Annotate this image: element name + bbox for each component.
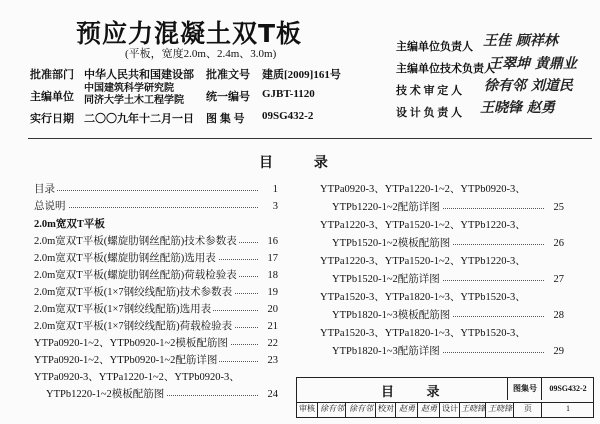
toc-item[interactable]: 2.0m宽双T平板(螺旋肋钢丝配筋)荷载检验表 18 [34, 270, 278, 281]
editor-value-1: 中国建筑科学研究院 [84, 83, 174, 94]
toc-title: 目 录 [259, 155, 346, 171]
toc-item[interactable]: YTPb1220-1~2配筋详图 25 [332, 202, 564, 213]
toc-left-column [34, 183, 278, 403]
toc-item[interactable]: YTPb1820-1~3配筋详图 29 [332, 346, 564, 357]
toc-item[interactable]: YTPa1520-3、YTPa1820-1~3、YTPb1520-3、 [320, 292, 526, 303]
impl-date-value: 二〇〇九年十二月一日 [84, 113, 194, 125]
toc-item[interactable]: YTPa0920-3、YTPa1220-1~2、YTPb0920-3、 [34, 372, 240, 383]
review-label: 审核 [297, 402, 317, 417]
atlas-no-label-cell: 图集号 [507, 378, 542, 400]
toc-item[interactable]: YTPa1220-3、YTPa1520-1~2、YTPb1220-3、 [320, 220, 526, 231]
page-title: 预应力混凝土双T板 [76, 19, 303, 48]
toc-item[interactable]: YTPb1220-1~2模板配筋图 24 [46, 389, 278, 400]
check-signature-2: 赵勇 [417, 402, 440, 417]
review-signature-2: 徐有邻 [345, 402, 376, 417]
toc-item[interactable]: 2.0m宽双T平板(螺旋肋钢丝配筋)技术参数表 16 [34, 236, 278, 247]
editor-label: 主编单位 [30, 91, 74, 103]
approval-doc-label: 批准文号 [206, 69, 250, 81]
design-signature-2: 王晓锋 [485, 402, 514, 417]
design-label: 设计 [439, 402, 460, 417]
impl-date-label: 实行日期 [30, 113, 74, 125]
toc-item[interactable]: YTPb1520-1~2模板配筋图 26 [332, 238, 564, 249]
toc-item[interactable]: 总说明 3 [34, 201, 278, 212]
toc-item[interactable]: 目录 1 [34, 184, 278, 195]
toc-item[interactable]: YTPa1520-3、YTPa1820-1~3、YTPb1520-3、 [320, 328, 526, 339]
header-divider [28, 138, 592, 139]
resp-label-3: 技 术 审 定 人 [396, 85, 462, 97]
approval-dept-label: 批准部门 [30, 69, 74, 81]
toc-item[interactable]: YTPa0920-1~2、YTPb0920-1~2模板配筋图 22 [34, 338, 278, 349]
check-signature: 赵勇 [395, 402, 418, 417]
toc-right-column [320, 183, 564, 357]
atlas-no-label: 图 集 号 [206, 113, 245, 125]
page-label: 页 [513, 402, 542, 417]
resp-label-1: 主编单位负责人 [396, 41, 473, 53]
signature-4: 王晓锋 赵勇 [480, 100, 555, 116]
atlas-no-value-cell: 09SG432-2 [541, 378, 594, 400]
page-value: 1 [541, 402, 594, 417]
title-block-title: 目 录 [381, 385, 454, 400]
atlas-no-value: 09SG432-2 [262, 110, 314, 122]
resp-label-2: 主编单位技术负责人 [396, 63, 495, 75]
toc-item[interactable]: 2.0m宽双T平板(1×7钢绞线配筋)选用表 20 [34, 304, 278, 315]
signature-2: 王翠坤 黄鼎业 [488, 56, 577, 72]
design-signature: 王晓锋 [459, 402, 486, 417]
toc-item[interactable]: 2.0m宽双T平板(1×7钢绞线配筋)技术参数表 19 [34, 287, 278, 298]
resp-label-4: 设 计 负 责 人 [396, 107, 462, 119]
unified-no-label: 统一编号 [206, 91, 250, 103]
toc-item[interactable]: 2.0m宽双T平板(螺旋肋钢丝配筋)选用表 17 [34, 253, 278, 264]
toc-item[interactable]: 2.0m宽双T平板(1×7钢绞线配筋)荷载检验表 21 [34, 321, 278, 332]
toc-item[interactable]: YTPb1820-1~3模板配筋图 28 [332, 310, 564, 321]
check-label: 校对 [375, 402, 396, 417]
approval-dept-value: 中华人民共和国建设部 [84, 69, 194, 81]
editor-value-2: 同济大学土木工程学院 [84, 95, 184, 106]
signature-3: 徐有邻 刘道民 [484, 78, 573, 94]
toc-item[interactable]: YTPa0920-3、YTPa1220-1~2、YTPb0920-3、 [320, 184, 526, 195]
toc-item[interactable]: YTPa0920-1~2、YTPb0920-1~2配筋详图 23 [34, 355, 278, 366]
review-signature: 徐有邻 [317, 402, 346, 417]
toc-item[interactable]: YTPb1520-1~2配筋详图 27 [332, 274, 564, 285]
title-block [296, 377, 594, 418]
toc-item[interactable]: YTPa1220-3、YTPa1520-1~2、YTPb1220-3、 [320, 256, 526, 267]
unified-no-value: GJBT-1120 [262, 88, 315, 100]
approval-doc-value: 建质[2009]161号 [262, 69, 341, 81]
toc-section-heading: 2.0m宽双T平板 [34, 219, 105, 230]
signature-1: 王佳 顾祥林 [483, 33, 558, 49]
page-subtitle: (平板，宽度2.0m、2.4m、3.0m) [125, 48, 277, 60]
